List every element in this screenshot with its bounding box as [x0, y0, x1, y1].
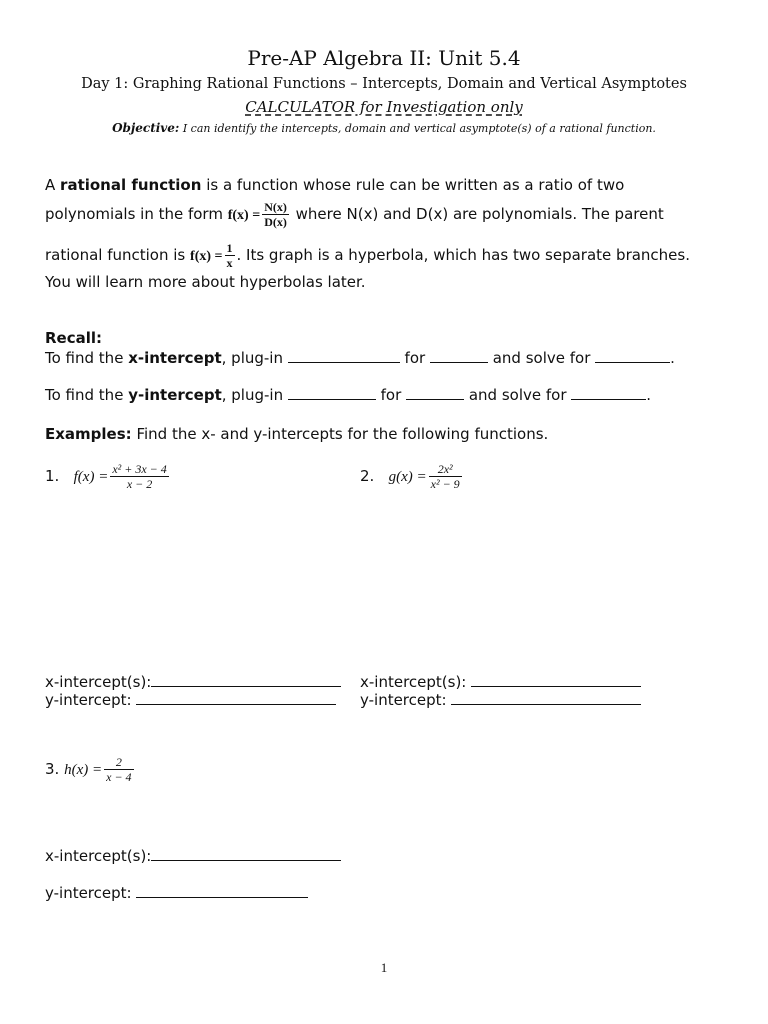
examples-instruction: Find the x- and y-intercepts for the following functions.	[136, 425, 549, 443]
recall-heading: Recall:	[45, 329, 103, 347]
page-number: 1	[380, 960, 388, 975]
example-3: 3. h(x) = $\frac{2}{x - 4}$	[45, 755, 132, 784]
recall-y-blank-1[interactable]	[288, 386, 376, 400]
intro-line-2: polynomials in the form f(x) = $\frac{N(x)}{D(x)}$ where N(x) and D(x) are polynomials. The parent	[45, 200, 664, 229]
examples-heading: Examples:	[45, 425, 132, 443]
recall-y-blank-3[interactable]	[571, 386, 646, 400]
recall-x-line: To find the x-intercept, plug-in for and solve for .	[45, 349, 675, 367]
page-title: Pre-AP Algebra II: Unit 5.4	[247, 46, 521, 70]
intro-line-4: You will learn more about hyperbolas later.	[45, 273, 366, 291]
page-subtitle: Day 1: Graphing Rational Functions – Intercepts, Domain and Vertical Asymptotes	[81, 76, 687, 92]
parent-fraction: $\frac{1}{x}$	[226, 241, 233, 270]
ex1-y-blank[interactable]	[136, 691, 336, 705]
ex3-y-intercept: y-intercept:	[45, 883, 308, 903]
ex3-x-intercept: x-intercept(s):	[45, 846, 341, 866]
recall-y-line: To find the y-intercept, plug-in for and solve for .	[45, 386, 652, 404]
intro-line-3: rational function is f(x) = $\frac{1}{x}$ . Its graph is a hyperbola, which has two separate branches.	[45, 241, 690, 270]
recall-y-blank-2[interactable]	[406, 386, 464, 400]
calculator-note: CALCULATOR for Investigation only	[245, 98, 523, 116]
parent-lhs: f(x) =	[190, 249, 223, 264]
objective-text: I can identify the intercepts, domain and vertical asymptote(s) of a rational function.	[182, 122, 656, 135]
ex2-y-blank[interactable]	[451, 691, 641, 705]
ex1-x-blank[interactable]	[151, 673, 341, 687]
example-1: 1. f(x) = $\frac{\text{x² + 3x − 4}}{x - 2}$	[45, 462, 167, 491]
ex2-x-intercept: x-intercept(s):	[360, 672, 641, 692]
recall-x-blank-3[interactable]	[595, 349, 670, 363]
ex1-x-intercept: x-intercept(s):	[45, 672, 341, 692]
ex3-y-blank[interactable]	[136, 884, 308, 898]
objective	[0, 121, 768, 135]
x-intercept-term: x-intercept	[128, 349, 222, 367]
ex2-y-intercept: y-intercept:	[360, 690, 641, 710]
ex3-x-blank[interactable]	[151, 847, 341, 861]
examples-line	[45, 424, 548, 444]
intro-line-1: A rational function is a function whose rule can be written as a ratio of two	[45, 176, 625, 194]
form-fraction: $\frac{N(x)}{D(x)}$	[264, 200, 287, 229]
form-lhs: f(x) =	[227, 208, 261, 223]
example-2: 2. g(x) = $\frac{\text{2x²}}{\text{x² − 9}}$	[360, 462, 460, 491]
recall-x-blank-1[interactable]	[288, 349, 400, 363]
ex1-y-intercept: y-intercept:	[45, 690, 336, 710]
y-intercept-term: y-intercept	[128, 386, 222, 404]
recall-x-blank-2[interactable]	[430, 349, 488, 363]
ex2-x-blank[interactable]	[471, 673, 641, 687]
rational-function-term: rational function	[60, 176, 202, 194]
objective-label: Objective:	[112, 121, 180, 135]
